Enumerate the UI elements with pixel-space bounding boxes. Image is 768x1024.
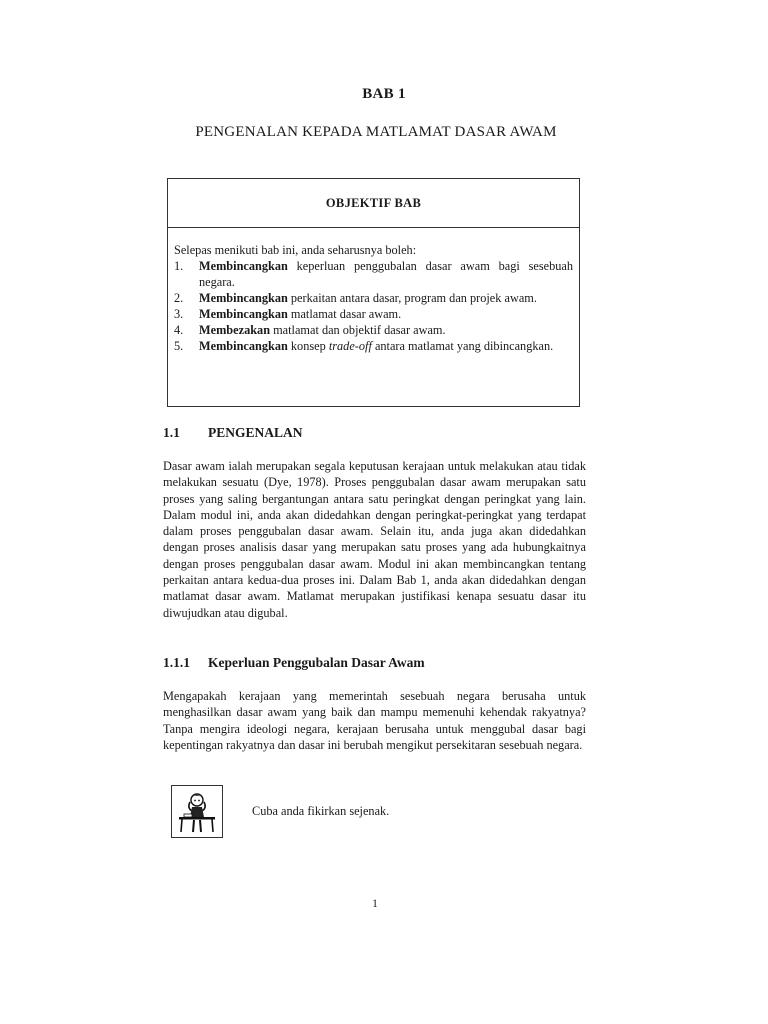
objectives-box: [167, 178, 580, 407]
objective-rest: keperluan penggubalan dasar awam bagi sesebuah negara.: [199, 259, 573, 289]
objective-rest: perkaitan antara dasar, program dan projek awam.: [287, 291, 537, 305]
objectives-intro: Selepas menikuti bab ini, anda seharusnya boleh:: [174, 243, 417, 257]
objective-number: 2.: [174, 291, 184, 305]
thinking-person-icon: [171, 785, 223, 838]
objective-rest-before: konsep: [287, 339, 329, 353]
chapter-title: PENGENALAN KEPADA MATLAMAT DASAR AWAM: [195, 124, 557, 140]
subsection-heading: [163, 655, 425, 671]
subsection-title: Keperluan Penggubalan Dasar Awam: [208, 655, 425, 670]
think-prompt: Cuba anda fikirkan sejenak.: [252, 804, 390, 818]
page-number: 1: [372, 898, 378, 910]
objectives-body: [168, 228, 579, 354]
section-paragraph: Dasar awam ialah merupakan segala keputusan kerajaan untuk melakukan atau tidak melakukan sesuatu (Dye, 1978). Proses penggubalan dasar awam merupakan satu proses yang saling bergantungan antara satu peringkat dengan peringkat yang lain. Dalam modul ini, anda akan didedahkan dengan peringkat-peringkat yang terdapat dalam proses penggubalan dasar awam. Selain itu, anda juga akan didedahkan dengan proses analisis dasar yang merupakan satu proses yang ada hubungkaitnya dengan proses penggubalan dasar awam. Modul ini akan membincangkan tentang perkaitan antara kedua-dua proses ini. Dalam Bab 1, anda akan didedahkan dengan matlamat dasar awam. Matlamat merupakan justifikasi kenapa sesuatu dasar itu diwujudkan atau digubal.: [163, 459, 586, 620]
objectives-heading: OBJEKTIF BAB: [168, 179, 579, 228]
objective-verb: Membezakan: [199, 323, 271, 337]
section-title: PENGENALAN: [208, 425, 303, 440]
objective-number: 1.: [174, 259, 184, 273]
objective-rest: matlamat dasar awam.: [287, 307, 402, 321]
section-number: 1.1: [163, 425, 180, 440]
objective-rest: antara matlamat yang dibincangkan.: [371, 339, 554, 353]
thinking-person-drawing: [176, 790, 218, 834]
objective-text: [199, 290, 573, 306]
objective-item: [174, 290, 573, 306]
objective-number: 4.: [174, 323, 184, 337]
chapter-label: BAB 1: [362, 86, 406, 102]
objective-text: [199, 338, 573, 354]
objective-number: 3.: [174, 307, 184, 321]
objective-emphasis: trade-off: [328, 339, 372, 353]
objective-text: [199, 322, 573, 338]
subsection-number: 1.1.1: [163, 655, 190, 670]
objective-text: [199, 306, 573, 322]
objective-verb: Membincangkan: [199, 339, 288, 353]
objective-item: [174, 338, 573, 354]
section-heading: [163, 425, 303, 441]
objective-item: [174, 322, 573, 338]
subsection-paragraph: Mengapakah kerajaan yang memerintah sesebuah negara berusaha untuk menghasilkan dasar awam yang baik dan mampu memenuhi kehendak rakyatnya? Tanpa mengira ideologi negara, kerajaan berusaha untuk menggubal dasar bagi kepentingan rakyatnya dan dasar ini berubah mengikut persekitaran sesebuah negara.: [163, 689, 586, 752]
objective-number: 5.: [174, 339, 184, 353]
objective-rest: matlamat dan objektif dasar awam.: [270, 323, 446, 337]
objective-item: [174, 258, 573, 290]
objective-text: [199, 258, 573, 290]
objective-item: [174, 306, 573, 322]
objective-verb: Membincangkan: [199, 307, 288, 321]
objective-verb: Membincangkan: [199, 291, 288, 305]
objective-verb: Membincangkan: [199, 259, 288, 273]
objectives-list: [174, 258, 573, 354]
